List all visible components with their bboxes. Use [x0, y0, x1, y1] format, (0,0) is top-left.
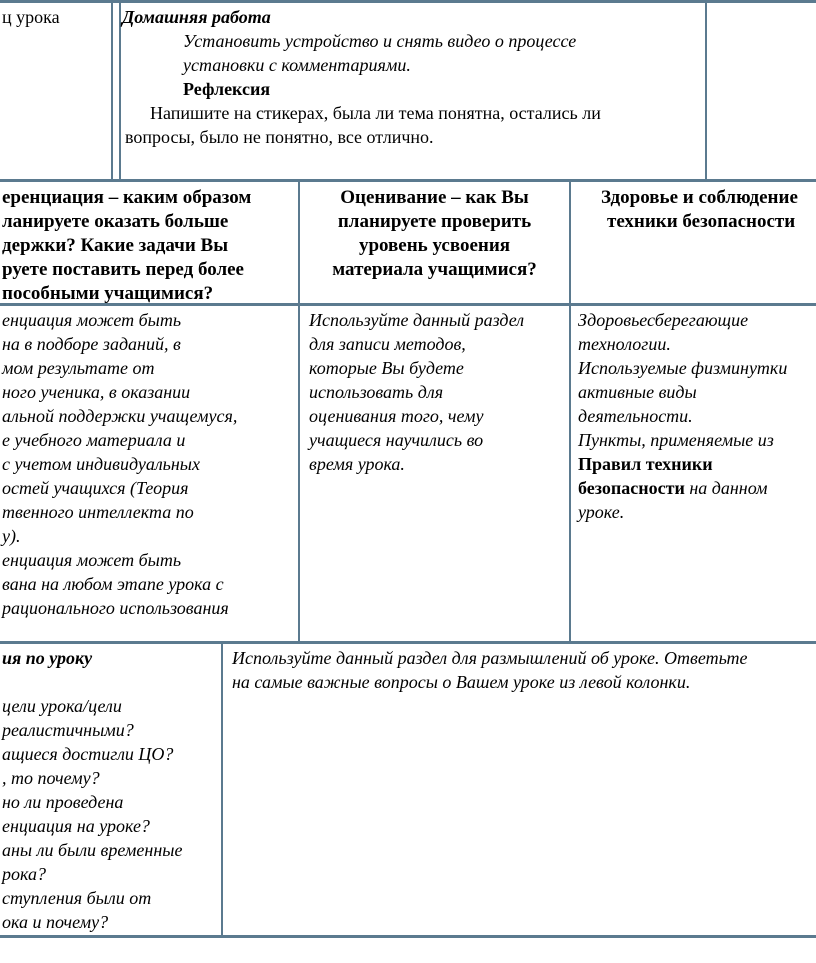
reflection-line1: Напишите на стикерах, была ли тема понятна, остались ли	[150, 103, 601, 123]
row1-divider-right	[705, 0, 707, 182]
reflection-question: , то почему?	[2, 768, 100, 788]
health-line: уроке.	[578, 502, 625, 522]
differentiation-header	[2, 186, 251, 306]
table-bottom-border	[0, 935, 816, 938]
differentiation-line: енциация может быть	[2, 310, 182, 330]
health-line-rest: на данном	[684, 478, 768, 498]
health-header	[601, 186, 798, 234]
differentiation-line: твенного интеллекта по	[2, 502, 194, 522]
health-header-line: Здоровье и соблюдение	[601, 187, 798, 208]
differentiation-line: мом результате от	[2, 358, 155, 378]
assessment-header-line: планируете проверить	[337, 211, 532, 232]
reflection-question: аны ли были временные	[2, 840, 183, 860]
assessment-line: учащиеся научились во	[309, 430, 484, 450]
assessment-header-line: Оценивание – как Вы	[340, 187, 529, 208]
reflection-question: но ли проведена	[2, 792, 124, 812]
reflection-question: цели урока/цели	[2, 696, 122, 716]
differentiation-line: у).	[2, 526, 21, 546]
reflection-question: ащиеся достигли ЦО?	[2, 744, 174, 764]
differentiation-line: е учебного материала и	[2, 430, 186, 450]
differentiation-line: остей учащихся (Теория	[2, 478, 189, 498]
health-line: Здоровьесберегающие	[578, 310, 749, 330]
health-line: активные виды	[578, 382, 697, 402]
homework-task-line2: установки с комментариями.	[183, 55, 411, 75]
reflection-question: ока и почему?	[2, 912, 109, 932]
row1-divider-left	[111, 0, 113, 182]
differentiation-body	[2, 308, 237, 620]
differentiation-header-line: ланируете оказать больше	[2, 211, 229, 232]
assessment-line: использовать для	[309, 382, 444, 402]
assessment-body	[309, 308, 524, 476]
assessment-header-line: уровень усвоения	[358, 235, 511, 256]
rows23-divider-2	[569, 179, 571, 644]
assessment-line: которые Вы будете	[309, 358, 464, 378]
row3-bottom-border	[0, 641, 816, 644]
differentiation-line: рационального использования	[2, 598, 229, 618]
reflection-questions	[2, 694, 182, 934]
health-line-bold: Правил техники	[578, 454, 713, 474]
assessment-header	[300, 186, 569, 282]
health-line	[578, 476, 787, 500]
health-line: технологии.	[578, 334, 671, 354]
reflection-line2: вопросы, было не понятно, все отлично.	[125, 127, 434, 147]
differentiation-line: с учетом индивидуальных	[2, 454, 200, 474]
reflection-question: енциация на уроке?	[2, 816, 150, 836]
lesson-reflection-title: ия по уроку	[2, 648, 93, 668]
row1-divider-inner	[119, 0, 121, 182]
differentiation-header-line: руете поставить перед более	[2, 259, 244, 280]
differentiation-line: вана на любом этапе урока с	[2, 574, 224, 594]
differentiation-line: ного ученика, в оказании	[2, 382, 191, 402]
homework-title: Домашняя работа	[122, 7, 271, 27]
health-line-bold: безопасности	[578, 478, 685, 498]
health-line: Пункты, применяемые из	[578, 430, 774, 450]
differentiation-line: енциация может быть	[2, 550, 182, 570]
assessment-line: время урока.	[309, 454, 405, 474]
differentiation-line: альной поддержки учащемуся,	[2, 406, 238, 426]
health-line: Используемые физминутки	[578, 358, 788, 378]
assessment-line: для записи методов,	[309, 334, 466, 354]
assessment-line: Используйте данный раздел	[309, 310, 525, 330]
reflection-title: Рефлексия	[183, 79, 271, 99]
reflection-question: рока?	[2, 864, 46, 884]
health-line: деятельности.	[578, 406, 693, 426]
assessment-line: оценивания того, чему	[309, 406, 484, 426]
row1-bottom-border	[0, 179, 816, 182]
reflection-instructions-line1: Используйте данный раздел для размышлений об уроке. Ответьте	[232, 648, 748, 668]
differentiation-header-line: держки? Какие задачи Вы	[2, 235, 229, 256]
health-header-line: техники безопасности	[607, 211, 796, 232]
differentiation-header-line: пособными учащимися?	[2, 283, 214, 304]
homework-task-line1: Установить устройство и снять видео о процессе	[183, 31, 577, 51]
reflection-question: реалистичными?	[2, 720, 134, 740]
differentiation-line: на в подборе заданий, в	[2, 334, 181, 354]
differentiation-header-line: еренциация – каким образом	[2, 187, 252, 208]
row4-divider	[221, 641, 223, 938]
reflection-instructions-line2: на самые важные вопросы о Вашем уроке из левой колонки.	[232, 672, 691, 692]
top-border	[0, 0, 816, 3]
health-body	[578, 308, 787, 524]
reflection-question: ступления были от	[2, 888, 152, 908]
lesson-end-label: ц урока	[2, 7, 60, 27]
assessment-header-line: материала учащимися?	[332, 259, 537, 280]
